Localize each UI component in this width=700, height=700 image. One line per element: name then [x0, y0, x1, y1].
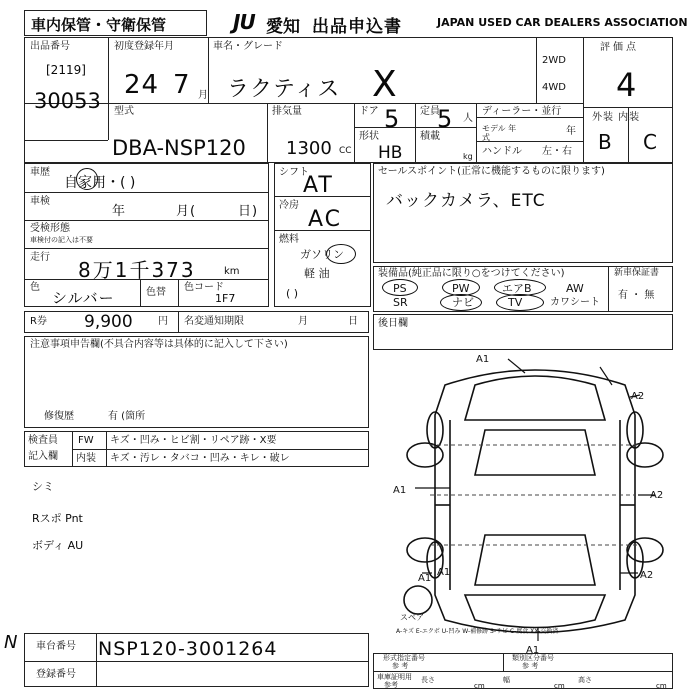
- circle-navi: [440, 294, 482, 311]
- recycle-label: R券: [30, 316, 47, 327]
- car-name: ラクティス: [227, 77, 341, 102]
- warranty-options: 有 ・ 無: [618, 290, 655, 301]
- caution-label: 注意事項申告欄(不具合内容等は具体的に記入して下さい): [30, 339, 288, 350]
- repair-value: 有 (箇所: [108, 411, 146, 422]
- spare-label: スペア: [400, 613, 424, 622]
- accept-form-sub: 車検付の記入は不要: [30, 236, 93, 244]
- mileage-value: 8万1千373: [78, 258, 196, 282]
- plate-label: 登録番号: [36, 669, 76, 680]
- mark-rear-left-a1-b: A1: [437, 567, 451, 578]
- inspection-month-unit: 月(: [176, 204, 197, 219]
- displacement-unit: CC: [339, 146, 352, 156]
- capacity-value: 5: [437, 105, 453, 133]
- registration-month: 7: [173, 70, 191, 100]
- type-ref: 参 考: [392, 662, 409, 670]
- class-no-label: 類別区分番号: [512, 654, 554, 662]
- length-cm: cm: [474, 682, 485, 690]
- displacement-label: 排気量: [272, 106, 302, 117]
- interior-items: キズ・汚レ・タバコ・凹み・キレ・破レ: [110, 453, 290, 464]
- mileage-label: 走行: [30, 252, 50, 263]
- equipment-label: 装備品(純正品に限り○をつけてください): [378, 268, 565, 279]
- vehicle-info-table: [24, 163, 269, 307]
- equip-leather-seat: カワシート: [550, 297, 600, 308]
- handle-options: 左・右: [542, 146, 572, 157]
- checker-label-1: 検査員: [28, 435, 58, 446]
- mark-left-a1: A1: [393, 485, 407, 496]
- drive-2wd: 2WD: [542, 55, 566, 66]
- shape-value: HB: [378, 143, 403, 163]
- circle-ps: [382, 279, 418, 296]
- color-label: 色: [30, 282, 40, 293]
- fuel-diesel: 軽 油: [304, 267, 330, 280]
- equip-navi: ナビ: [452, 296, 474, 309]
- doors-label: ドア: [359, 106, 379, 117]
- recycle-unit: 円: [158, 316, 168, 327]
- color-value: シルバー: [52, 289, 115, 307]
- registration-month-unit: 月: [198, 90, 208, 101]
- fuel-label: 燃料: [279, 234, 299, 245]
- dealer-label: ディーラー・並行: [482, 106, 562, 117]
- cert-label: 車庫証明用: [377, 673, 412, 681]
- equip-pw: PW: [452, 282, 470, 295]
- color-code-label: 色コード: [184, 282, 224, 293]
- chassis-number: NSP120-3001264: [98, 638, 278, 660]
- height-label: 高さ: [578, 676, 592, 684]
- entry-label: 出品番号: [30, 41, 70, 52]
- load-unit: kg: [463, 152, 473, 161]
- fuel-circle: [326, 244, 356, 264]
- model-year-label: モデル 年式: [482, 124, 517, 142]
- mark-rear-a1: A1: [526, 645, 540, 656]
- length-label: 長さ: [421, 676, 435, 684]
- car-grade: X: [372, 64, 397, 105]
- ext-int-label: 外装 内装: [592, 112, 641, 123]
- note-body: ボディ AU: [32, 539, 84, 552]
- type-no-label: 形式指定番号: [383, 654, 425, 662]
- recycle-value: 9,900: [84, 312, 133, 332]
- mark-front-right-a2: A2: [631, 391, 645, 402]
- equip-sr: SR: [393, 296, 408, 309]
- entry-number: 30053: [34, 89, 101, 113]
- doors-value: 5: [384, 105, 400, 133]
- height-cm: cm: [656, 682, 667, 690]
- later-label: 後日欄: [378, 318, 408, 329]
- inspection-year-unit: 年: [112, 204, 127, 219]
- transfer-label: 名変通知期限: [184, 316, 244, 327]
- circle-tv: [496, 294, 544, 311]
- chassis-mark: N: [4, 632, 18, 653]
- inspection-label: 車検: [30, 196, 50, 207]
- car-name-label: 車名・グレード: [213, 41, 283, 52]
- history-label: 車歴: [30, 167, 50, 178]
- ju-logo: JU: [233, 10, 255, 34]
- inspection-day-unit: 日): [238, 204, 259, 219]
- transfer-day: 日: [348, 316, 358, 327]
- registration-label: 初度登録年月: [114, 41, 174, 52]
- mark-rear-left-a1: A1: [418, 573, 432, 584]
- checker-label-2: 記入欄: [28, 451, 58, 462]
- fuel-gasoline: ガソリン: [300, 248, 344, 261]
- shift-label: シフト: [279, 167, 309, 178]
- displacement-value: 1300: [286, 138, 332, 159]
- drive-4wd: 4WD: [542, 82, 566, 93]
- sales-point-value: バックカメラ、ETC: [386, 191, 546, 211]
- rating-value: 4: [616, 66, 637, 104]
- mileage-unit: km: [224, 266, 240, 277]
- equip-airbag: エアB: [502, 282, 532, 295]
- class-ref: 参 考: [522, 662, 539, 670]
- mark-right-a2: A2: [650, 490, 664, 501]
- load-label: 積載: [420, 131, 440, 142]
- damage-legend: A-キズ E-エクボ U-凹み W-補修跡 S-サビ C-腐食 XX-交換済: [396, 628, 559, 635]
- interior-label: 内装: [76, 453, 96, 464]
- entry-small-number: [2119]: [46, 63, 86, 77]
- repair-label: 修復歴: [44, 411, 74, 422]
- capacity-unit: 人: [463, 113, 473, 124]
- form-title: 出品申込書: [312, 17, 402, 37]
- aircon-value: AC: [308, 207, 343, 232]
- sales-point-box: [373, 163, 673, 263]
- aircon-label: 冷房: [279, 200, 299, 211]
- model-label: 型式: [114, 106, 134, 117]
- capacity-label: 定員: [420, 106, 440, 117]
- warranty-label: 新車保証書: [614, 268, 660, 278]
- registration-year: 24: [124, 70, 160, 100]
- fw-label: FW: [78, 435, 94, 446]
- color-code: 1F7: [215, 292, 236, 305]
- note-stain: シミ: [32, 480, 54, 493]
- width-cm: cm: [554, 682, 565, 690]
- fw-items: キズ・凹み・ヒビ割・リペア跡・X要: [110, 435, 277, 446]
- model-year-unit: 年: [566, 126, 576, 137]
- exterior-rating: B: [598, 130, 612, 154]
- transfer-month: 月: [298, 316, 308, 327]
- equip-ps: PS: [393, 282, 407, 295]
- mark-rear-right-a2: A2: [640, 570, 654, 581]
- color-tone-label: 色替: [146, 287, 166, 298]
- sales-point-label: セールスポイント(正常に機能するものに限ります): [378, 166, 605, 177]
- equip-aw: AW: [566, 282, 584, 295]
- shape-label: 形状: [359, 131, 379, 142]
- history-circle: [76, 168, 98, 190]
- history-value: 自家用・( ): [64, 175, 136, 191]
- interior-rating: C: [643, 130, 657, 154]
- handle-label: ハンドル: [482, 146, 522, 157]
- mark-front-a1: A1: [476, 354, 490, 365]
- accept-form-label: 受検形態: [30, 223, 70, 234]
- association-name: JAPAN USED CAR DEALERS ASSOCIATION: [437, 16, 688, 29]
- cert-ref: 参考: [384, 681, 398, 689]
- rating-label: 評価点: [600, 42, 639, 53]
- chassis-label: 車台番号: [36, 641, 76, 652]
- width-label: 幅: [503, 676, 510, 684]
- equip-tv: TV: [508, 296, 523, 309]
- logo-region: 愛知: [266, 17, 300, 37]
- fuel-other: ( ): [286, 287, 299, 300]
- model-value: DBA-NSP120: [112, 136, 246, 160]
- storage-label: 車内保管・守衛保管: [31, 16, 167, 34]
- shift-value: AT: [303, 173, 334, 198]
- note-rear-spoiler: Rスポ Pnt: [32, 512, 83, 525]
